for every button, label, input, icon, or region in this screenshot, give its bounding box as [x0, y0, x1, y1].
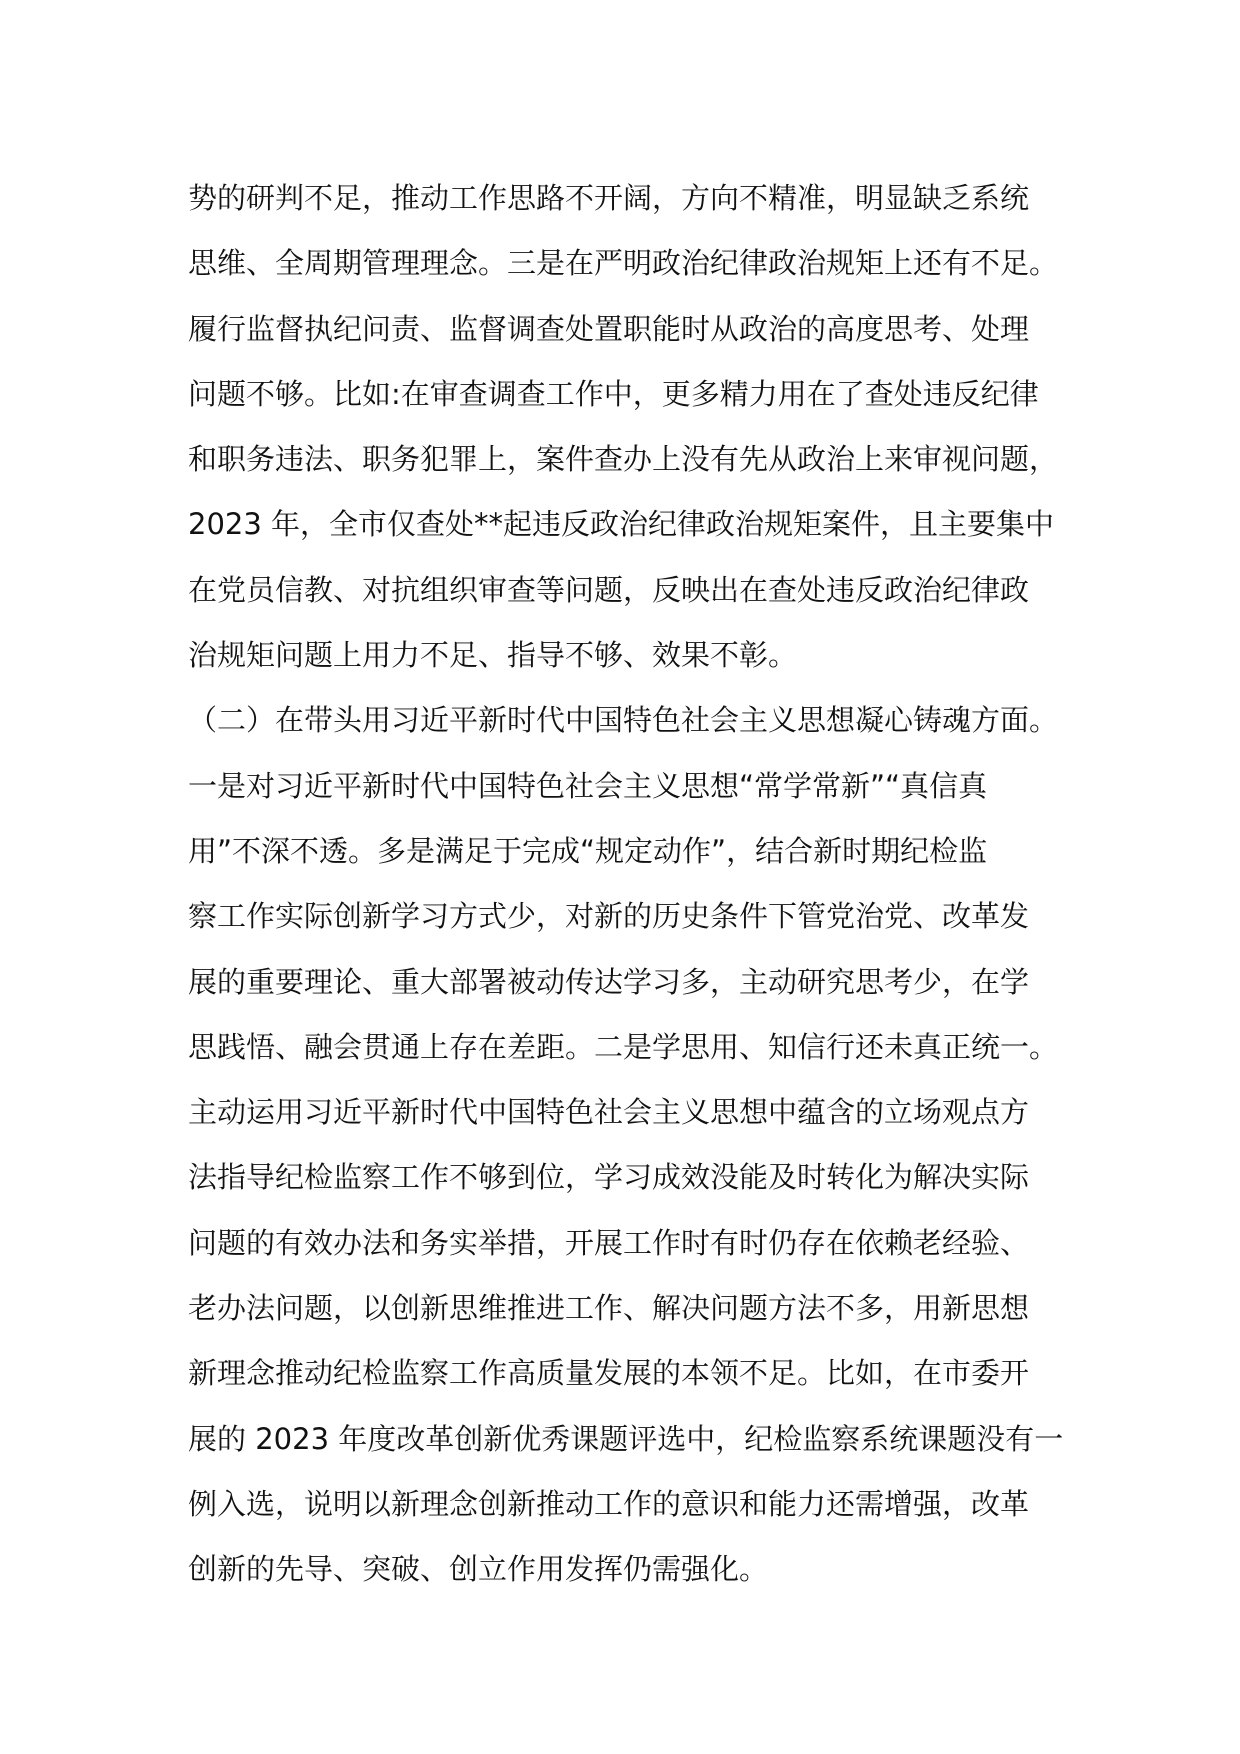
text-line-16: 法指导纪检监察工作不够到位，学习成效没能及时转化为解决实际	[188, 1160, 1030, 1195]
text-line-8: 治规矩问题上用力不足、指导不够、效果不彰。	[188, 638, 798, 673]
text-line-3: 履行监督执纪问责、监督调查处置职能时从政治的高度思考、处理	[188, 311, 1030, 346]
section-heading-line: （二）在带头用习近平新时代中国特色社会主义思想凝心铸魂方面。	[188, 703, 1059, 738]
text-line-13: 展的重要理论、重大部署被动传达学习多，主动研究思考少，在学	[188, 964, 1030, 999]
text-line-17: 问题的有效办法和务实举措，开展工作时有时仍存在依赖老经验、	[188, 1225, 1030, 1260]
text-line-12: 察工作实际创新学习方式少，对新的历史条件下管党治党、改革发	[188, 899, 1030, 934]
text-line-2: 思维、全周期管理理念。三是在严明政治纪律政治规矩上还有不足。	[188, 246, 1059, 281]
text-line-4: 问题不够。比如:在审查调查工作中，更多精力用在了查处违反纪律	[188, 376, 1039, 411]
text-line-18: 老办法问题，以创新思维推进工作、解决问题方法不多，用新思想	[188, 1291, 1030, 1326]
text-line-6: 2023 年，全市仅查处**起违反政治纪律政治规矩案件，且主要集中	[188, 507, 1055, 542]
text-line-7: 在党员信教、对抗组织审查等问题，反映出在查处违反政治纪律政	[188, 572, 1030, 607]
text-line-14: 思践悟、融会贯通上存在差距。二是学思用、知信行还未真正统一。	[188, 1029, 1059, 1064]
text-line-21: 例入选，说明以新理念创新推动工作的意识和能力还需增强，改革	[188, 1486, 1030, 1521]
text-line-22: 创新的先导、突破、创立作用发挥仍需强化。	[188, 1552, 769, 1587]
text-line-10: 一是对习近平新时代中国特色社会主义思想“常学常新”“真信真	[188, 768, 988, 803]
text-line-11: 用”不深不透。多是满足于完成“规定动作”，结合新时期纪检监	[188, 833, 988, 868]
text-line-5: 和职务违法、职务犯罪上，案件查办上没有先从政治上来审视问题，	[188, 442, 1059, 477]
text-line-20: 展的 2023 年度改革创新优秀课题评选中，纪检监察系统课题没有一	[188, 1421, 1064, 1456]
text-line-19: 新理念推动纪检监察工作高质量发展的本领不足。比如，在市委开	[188, 1356, 1030, 1391]
body-text	[188, 166, 1088, 1603]
text-line-15: 主动运用习近平新时代中国特色社会主义思想中蕴含的立场观点方	[188, 1095, 1030, 1130]
text-line-1: 势的研判不足，推动工作思路不开阔，方向不精准，明显缺乏系统	[188, 181, 1030, 215]
